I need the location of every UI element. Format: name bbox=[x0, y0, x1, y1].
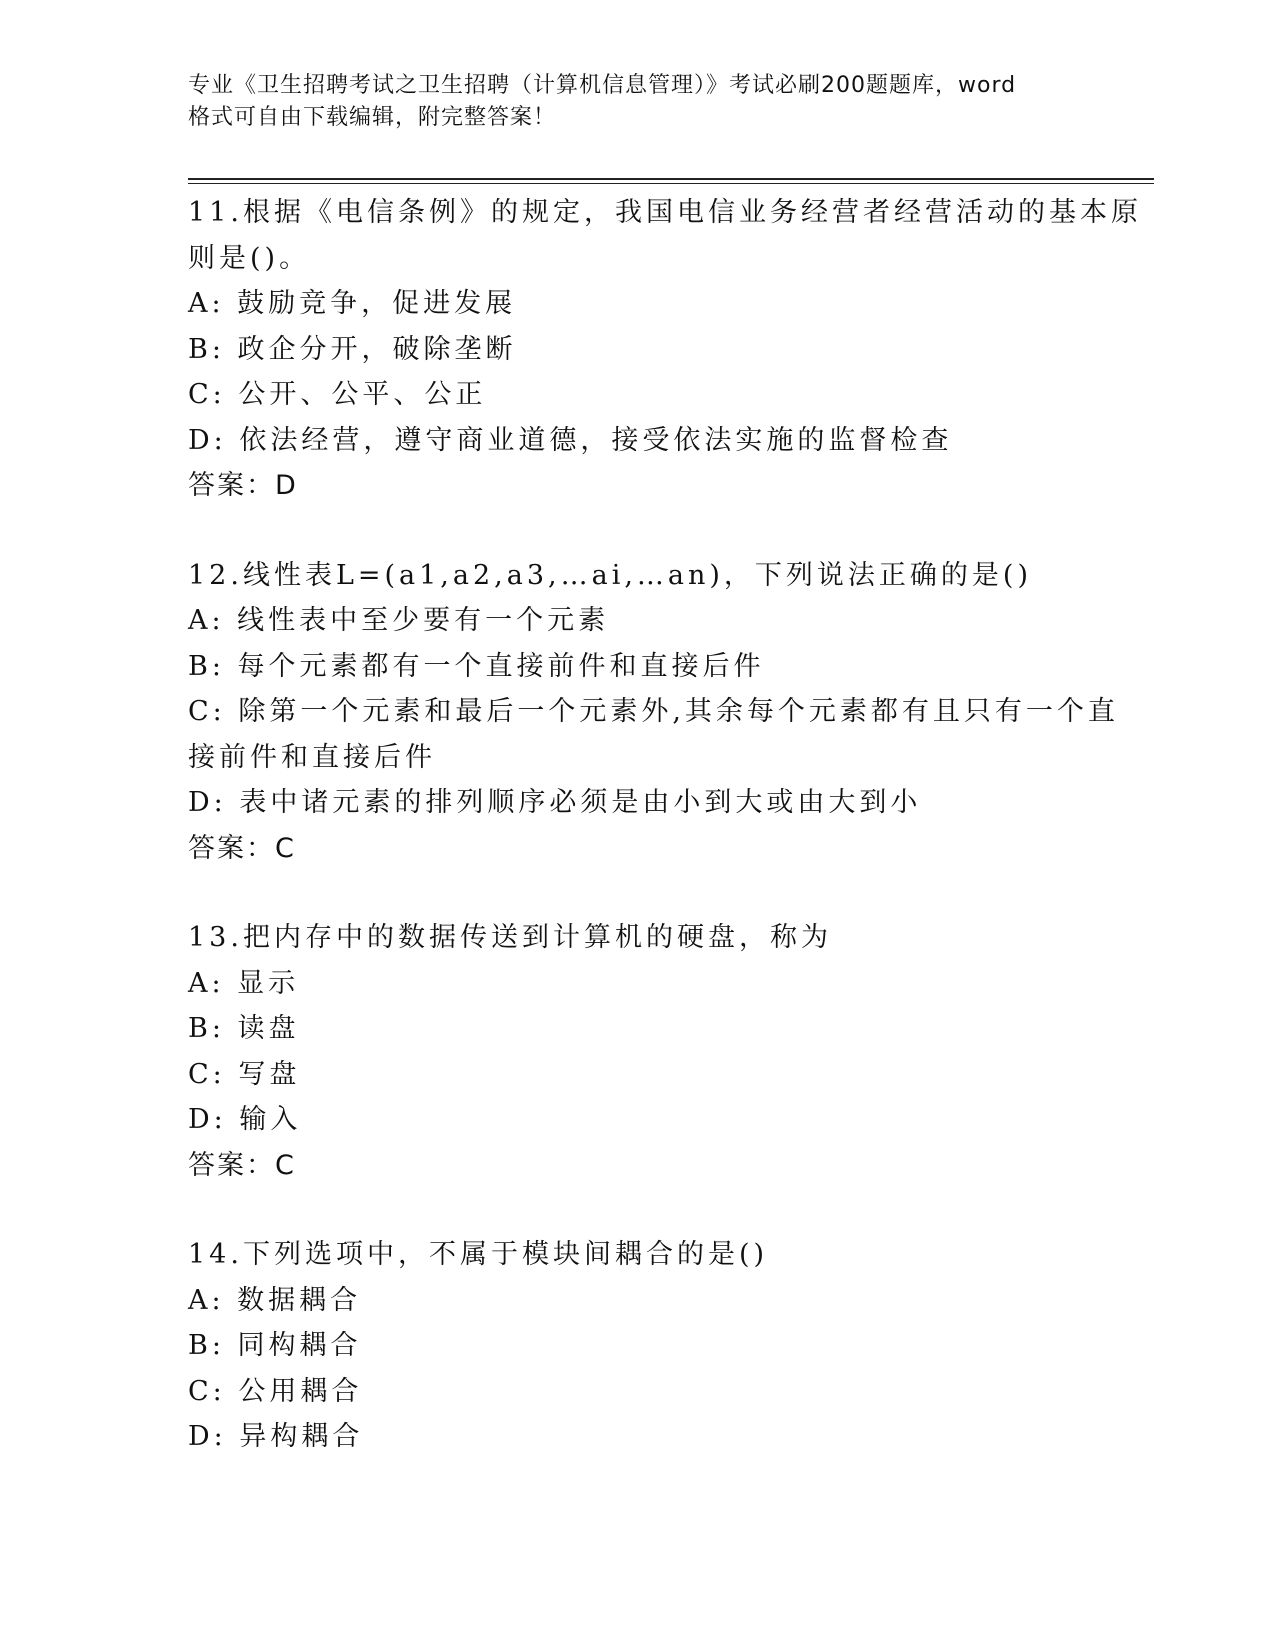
option-line: B: 读盘 bbox=[188, 1013, 300, 1044]
header-line-1: 专业《卫生招聘考试之卫生招聘（计算机信息管理）》考试必刷200题题库，word bbox=[188, 73, 1017, 98]
question-13 bbox=[188, 915, 1088, 1188]
question-14 bbox=[188, 1232, 1088, 1460]
header-divider-thin bbox=[188, 183, 1154, 184]
answer-label: 答案： bbox=[188, 470, 275, 501]
option-line: B: 每个元素都有一个直接前件和直接后件 bbox=[188, 650, 765, 682]
question-12 bbox=[188, 553, 1119, 872]
question-stem-line: 则是()。 bbox=[188, 242, 311, 274]
option-line: A: 线性表中至少要有一个元素 bbox=[188, 605, 610, 636]
option-line: D: 依法经营，遵守商业道德，接受依法实施的监督检查 bbox=[188, 424, 953, 456]
question-stem-line: 14.下列选项中，不属于模块间耦合的是() bbox=[188, 1239, 769, 1270]
option-line: C: 公开、公平、公正 bbox=[188, 379, 487, 410]
answer-line bbox=[188, 826, 1088, 872]
option-line: 接前件和直接后件 bbox=[188, 741, 436, 773]
header-divider-thick bbox=[188, 178, 1154, 180]
option-line: B: 政企分开，破除垄断 bbox=[188, 333, 517, 365]
option-line: A: 鼓励竞争，促进发展 bbox=[188, 288, 517, 319]
option-line: C: 公用耦合 bbox=[188, 1375, 363, 1407]
option-line: C: 除第一个元素和最后一个元素外,其余每个元素都有且只有一个直 bbox=[188, 696, 1119, 727]
option-line: D: 输入 bbox=[188, 1104, 302, 1135]
answer-line bbox=[188, 463, 1088, 509]
document-header bbox=[188, 70, 1088, 134]
question-stem-line: 11.根据《电信条例》的规定，我国电信业务经营者经营活动的基本原 bbox=[188, 197, 1142, 228]
option-line: D: 表中诸元素的排列顺序必须是由小到大或由大到小 bbox=[188, 787, 922, 818]
answer-line bbox=[188, 1143, 1088, 1189]
question-11 bbox=[188, 190, 1142, 509]
option-line: A: 数据耦合 bbox=[188, 1284, 362, 1316]
option-line: A: 显示 bbox=[188, 967, 300, 999]
answer-value: C bbox=[275, 1149, 296, 1181]
answer-value: C bbox=[275, 832, 296, 864]
question-list bbox=[188, 190, 1142, 1504]
option-line: B: 同构耦合 bbox=[188, 1330, 362, 1361]
option-line: D: 异构耦合 bbox=[188, 1421, 364, 1452]
header-line-2: 格式可自由下载编辑，附完整答案！ bbox=[188, 105, 557, 130]
answer-value: D bbox=[275, 470, 298, 501]
question-stem-line: 12.线性表L=(a1,a2,a3,…ai,…an)，下列说法正确的是() bbox=[188, 559, 1033, 591]
answer-label: 答案： bbox=[188, 1149, 275, 1181]
option-line: C: 写盘 bbox=[188, 1058, 301, 1090]
answer-label: 答案： bbox=[188, 832, 275, 864]
question-stem-line: 13.把内存中的数据传送到计算机的硬盘，称为 bbox=[188, 922, 832, 953]
